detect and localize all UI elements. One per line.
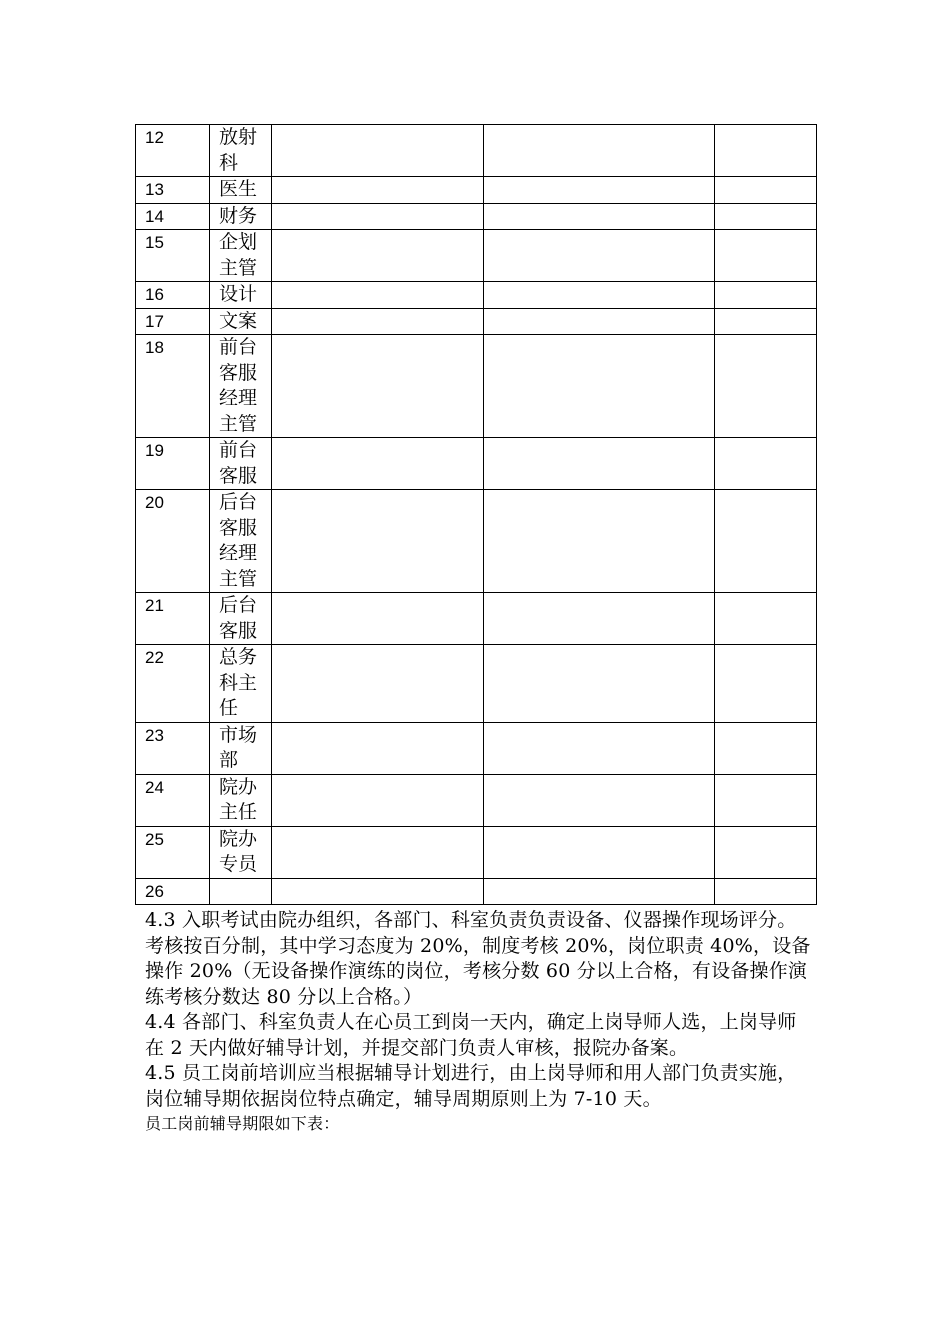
empty-cell xyxy=(484,826,715,878)
role-cell: 后台客服经理主管 xyxy=(210,490,272,593)
table-intro-note: 员工岗前辅导期限如下表： xyxy=(145,1114,340,1133)
empty-cell xyxy=(272,645,484,723)
empty-cell xyxy=(715,230,817,282)
paragraph-4-4: 4.4 各部门、科室负责人在心员工到岗一天内，确定上岗导师人选，上岗导师在 2 天内做好辅导计划，并提交部门负责人审核，报院办备案。 xyxy=(145,1011,797,1059)
empty-cell xyxy=(484,878,715,905)
empty-cell xyxy=(272,230,484,282)
role-cell: 企划主管 xyxy=(210,230,272,282)
empty-cell xyxy=(484,593,715,645)
role-cell: 总务科主任 xyxy=(210,645,272,723)
row-number-cell: 19 xyxy=(136,438,210,490)
empty-cell xyxy=(484,177,715,204)
role-cell: 前台客服经理主管 xyxy=(210,335,272,438)
empty-cell xyxy=(484,722,715,774)
empty-cell xyxy=(484,282,715,309)
table-row xyxy=(136,177,817,204)
empty-cell xyxy=(272,593,484,645)
empty-cell xyxy=(272,177,484,204)
row-number-cell: 22 xyxy=(136,645,210,723)
empty-cell xyxy=(272,826,484,878)
empty-cell xyxy=(715,645,817,723)
row-number-cell: 20 xyxy=(136,490,210,593)
row-number-cell: 14 xyxy=(136,203,210,230)
role-cell: 医生 xyxy=(210,177,272,204)
table-row xyxy=(136,490,817,593)
row-number-cell: 26 xyxy=(136,878,210,905)
empty-cell xyxy=(484,230,715,282)
table-row xyxy=(136,308,817,335)
role-cell: 设计 xyxy=(210,282,272,309)
table-row xyxy=(136,203,817,230)
table-row xyxy=(136,878,817,905)
table-row xyxy=(136,645,817,723)
empty-cell xyxy=(272,878,484,905)
empty-cell xyxy=(484,438,715,490)
row-number-cell: 25 xyxy=(136,826,210,878)
empty-cell xyxy=(715,282,817,309)
empty-cell xyxy=(715,335,817,438)
row-number-cell: 18 xyxy=(136,335,210,438)
empty-cell xyxy=(272,125,484,177)
role-cell: 后台客服 xyxy=(210,593,272,645)
empty-cell xyxy=(715,125,817,177)
empty-cell xyxy=(272,282,484,309)
empty-cell xyxy=(484,203,715,230)
row-number-cell: 24 xyxy=(136,774,210,826)
empty-cell xyxy=(272,308,484,335)
table-row xyxy=(136,282,817,309)
empty-cell xyxy=(715,177,817,204)
empty-cell xyxy=(715,593,817,645)
row-number-cell: 23 xyxy=(136,722,210,774)
empty-cell xyxy=(272,490,484,593)
paragraph-4-3: 4.3 入职考试由院办组织，各部门、科室负责负责设备、仪器操作现场评分。考核按百分制，其中学习态度为 20%，制度考核 20%，岗位职责 40%，设备操作 20%（无设备操作演练的岗位，考核分数 60 分以上合格，有设备操作演练考核分数达 80 分以上合格。） xyxy=(145,909,811,1008)
table-row xyxy=(136,125,817,177)
row-number-cell: 21 xyxy=(136,593,210,645)
empty-cell xyxy=(715,308,817,335)
empty-cell xyxy=(715,826,817,878)
table-row xyxy=(136,438,817,490)
empty-cell xyxy=(272,203,484,230)
table-row xyxy=(136,230,817,282)
role-cell: 院办主任 xyxy=(210,774,272,826)
position-table xyxy=(135,124,817,905)
paragraph-4-5: 4.5 员工岗前培训应当根据辅导计划进行，由上岗导师和用人部门负责实施，岗位辅导期依据岗位特点确定，辅导周期原则上为 7-10 天。 xyxy=(145,1062,797,1110)
row-number-cell: 16 xyxy=(136,282,210,309)
row-number-cell: 12 xyxy=(136,125,210,177)
table-row xyxy=(136,722,817,774)
role-cell: 市场部 xyxy=(210,722,272,774)
role-cell: 放射科 xyxy=(210,125,272,177)
empty-cell xyxy=(272,722,484,774)
empty-cell xyxy=(715,774,817,826)
empty-cell xyxy=(272,774,484,826)
role-cell: 院办专员 xyxy=(210,826,272,878)
row-number-cell: 13 xyxy=(136,177,210,204)
empty-cell xyxy=(484,490,715,593)
empty-cell xyxy=(272,438,484,490)
role-cell: 前台客服 xyxy=(210,438,272,490)
role-cell: 财务 xyxy=(210,203,272,230)
empty-cell xyxy=(715,203,817,230)
table-row xyxy=(136,774,817,826)
empty-cell xyxy=(272,335,484,438)
table-row xyxy=(136,593,817,645)
empty-cell xyxy=(484,335,715,438)
empty-cell xyxy=(715,490,817,593)
empty-cell xyxy=(715,722,817,774)
empty-cell xyxy=(484,774,715,826)
table-body xyxy=(136,125,817,905)
empty-cell xyxy=(715,878,817,905)
table-row xyxy=(136,826,817,878)
empty-cell xyxy=(484,645,715,723)
row-number-cell: 15 xyxy=(136,230,210,282)
empty-cell xyxy=(484,125,715,177)
empty-cell xyxy=(484,308,715,335)
role-cell: 文案 xyxy=(210,308,272,335)
empty-cell xyxy=(715,438,817,490)
table-row xyxy=(136,335,817,438)
role-cell xyxy=(210,878,272,905)
row-number-cell: 17 xyxy=(136,308,210,335)
body-text xyxy=(145,908,815,1136)
